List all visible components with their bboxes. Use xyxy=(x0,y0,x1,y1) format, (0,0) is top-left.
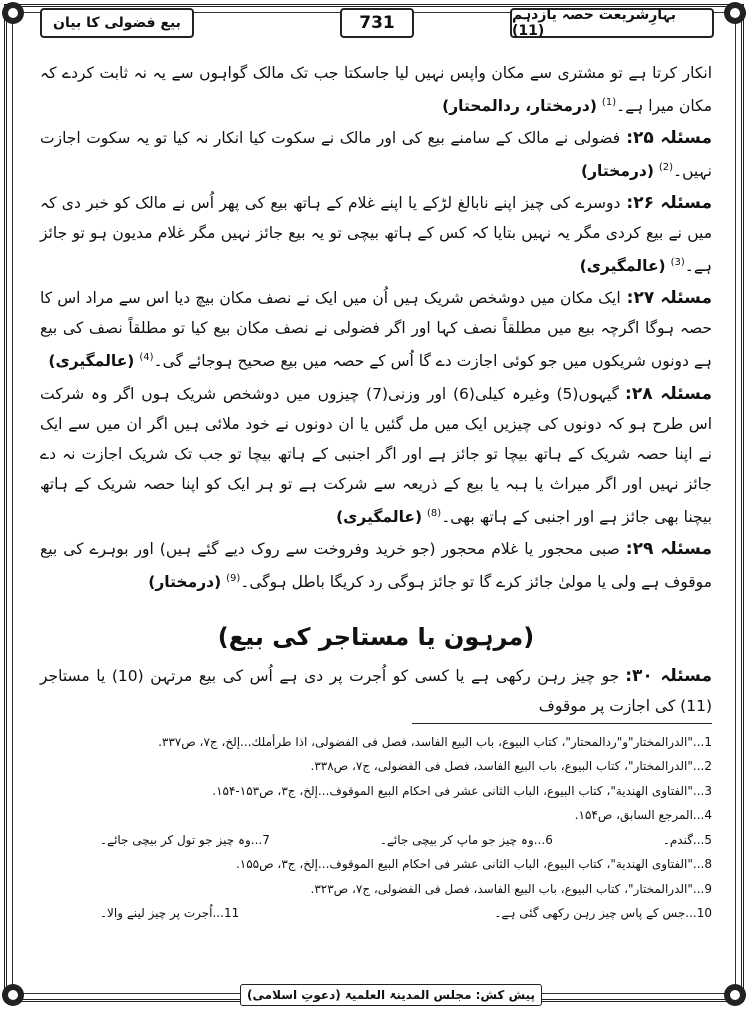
footnote: 3..."الفتاوی الهندیة"، کتاب البیوع، الباب الثانی عشر فی احکام البیع الموقوف...إلخ، ج۳، ص۱۵۳-۱۵۴. xyxy=(212,783,712,798)
footnote: 11...اُجرت پر چیز لینے والا۔ xyxy=(100,906,240,921)
book-title: بہارِشریعت حصہ یازدہم (11) xyxy=(510,8,714,38)
corner-ornament-icon xyxy=(724,984,746,1006)
masala-number: مسئلہ ۲۶: xyxy=(626,193,713,214)
masala-number: مسئلہ ۳۰: xyxy=(625,665,712,686)
footnote: 5...گندم۔ xyxy=(662,832,712,847)
page-number: 731 xyxy=(340,8,414,38)
chapter-title: بیع فضولی کا بیان xyxy=(40,8,194,38)
section-heading: (مرہون یا مستاجر کی بیع) xyxy=(217,622,535,651)
footnote-divider xyxy=(412,723,712,724)
footnote-row xyxy=(40,901,712,926)
paragraph: مسئلہ ۲۵:فضولی نے مالک کے سامنے بیع کی اور مالک نے سکوت کیا انکار نہ کیا تو یہ سکوت اجازت نہیں۔$^{(2)}$ (درمختار) xyxy=(40,128,712,181)
page-header xyxy=(40,7,712,39)
paragraph: مسئلہ ۲۹:صبی محجور یا غلام محجور (جو خرید وفروخت سے روک دیے گئے ہیں) اور بوہرے کی بیع موقوف ہے ولی یا مولیٰ جائز کرے گا تو جائز ہوگی رد کریگا باطل ہوگی۔$^{(9)}$ (درمختار) xyxy=(40,538,712,591)
footnote: 8..."الفتاوی الهندیة"، کتاب البیوع، الباب الثانی عشر فی احکام البیع الموقوف...إلخ، ج۳، ص۱۵۵. xyxy=(235,857,712,872)
paragraph: مسئلہ ۳۰:جو چیز رہن رکھی ہے یا کسی کو اُجرت پر دی ہے اُس کی بیع مرتہن (10) یا مستاجر (11) کی اجازت پر موقوف xyxy=(40,665,712,715)
footnote: 6...وہ چیز جو ماپ کر بیچی جائے۔ xyxy=(379,832,553,847)
paragraph: انکار کرتا ہے تو مشتری سے مکان واپس نہیں لیا جاسکتا جب تک مالک گواہوں سے یہ نہ ثابت کردے کہ مکان میرا ہے۔$^{(1)}$ (درمختار، ردالمحتار) xyxy=(40,64,712,116)
paragraph: مسئلہ ۲۶:دوسرے کی چیز اپنے نابالغ لڑکے یا اپنے غلام کے ہاتھ بیع کی پھر اُس نے مالک کو خبر دی کہ میں نے بیع کردی مگر یہ نہیں بتایا کہ کس کے ہاتھ بیچی تو یہ بیع جائز نہیں مگر غلام مدیون ہو تو جائز ہے۔$^{(3)}$ (عالمگیری) xyxy=(40,193,713,276)
masala-number: مسئلہ ۲۷: xyxy=(626,288,712,309)
corner-ornament-icon xyxy=(724,2,746,24)
paragraph: مسئلہ ۲۸:گیہوں(5) وغیرہ کیلی(6) اور وزنی(7) چیزوں میں دوشخص شریک ہوں اگر وہ شرکت اس طرح ہو کہ دونوں کی چیزیں ایک میں مل گئیں یا ان دونوں نے خود ملائی ہیں اگر ان میں سے ایک نے اپنا حصہ شریک کے ہاتھ بیچا تو جائز ہے اور اگر اجنبی کے ہاتھ بیچا تو جب تک شریک اجازت نہ دے جائز نہیں اور اگر میراث یا ہبہ یا بیع کے ذریعہ سے شرکت ہے تو ہر ایک کو اپنا حصہ شریک کے ہاتھ بیچنا بھی جائز ہے اور اجنبی کے ہاتھ بھی۔$^{(8)}$ (عالمگیری) xyxy=(40,383,712,526)
footnote: 1..."الدرالمختار"و"ردالمحتار"، کتاب البیوع، باب البیع الفاسد، فصل فی الفضولی، اذا طرأملك...إلخ، ج۷، ص۳۳۷. xyxy=(158,734,712,749)
footnote-row xyxy=(40,828,712,853)
footnote: 4...المرجع السابق، ص۱۵۴. xyxy=(574,808,712,823)
main-text xyxy=(40,58,712,926)
paragraph: مسئلہ ۲۷:ایک مکان میں دوشخص شریک ہیں اُن میں ایک نے نصف مکان بیچ دیا اس سے مراد اس کا حصہ ہوگا اگرچہ بیع میں مطلقاً نصف کہا اور اگر فضولی نے نصف مکان بیع کیا تو مطلقاً نصف کی بیع ہے دونوں شریکوں میں جو کوئی اجازت دے گا اُس کے حصہ میں بیع صحیح ہوجائے گی۔$^{(4)}$ (عالمگیری) xyxy=(40,288,712,371)
masala-number: مسئلہ ۲۹: xyxy=(625,538,712,559)
footnote: 10...جس کے پاس چیز رہن رکھی گئی ہے۔ xyxy=(494,906,712,921)
masala-number: مسئلہ ۲۵: xyxy=(626,128,712,149)
footnote: 7...وہ چیز جو تول کر بیچی جائے۔ xyxy=(100,832,270,847)
masala-number: مسئلہ ۲۸: xyxy=(625,383,712,404)
footnote: 9..."الدرالمختار"، کتاب البیوع، باب البیع الفاسد، فصل فی الفضولی، ج۷، ص۳۲۳. xyxy=(310,881,712,896)
page-footer: پیش کش: مجلس المدینۃ العلمیۃ (دعوتِ اسلامی) xyxy=(240,984,542,1006)
corner-ornament-icon xyxy=(2,2,24,24)
corner-ornament-icon xyxy=(2,984,24,1006)
footnote: 2..."الدرالمختار"، کتاب البیوع، باب البیع الفاسد، فصل فی الفضولی، ج۷، ص۳۳۸. xyxy=(310,759,712,774)
